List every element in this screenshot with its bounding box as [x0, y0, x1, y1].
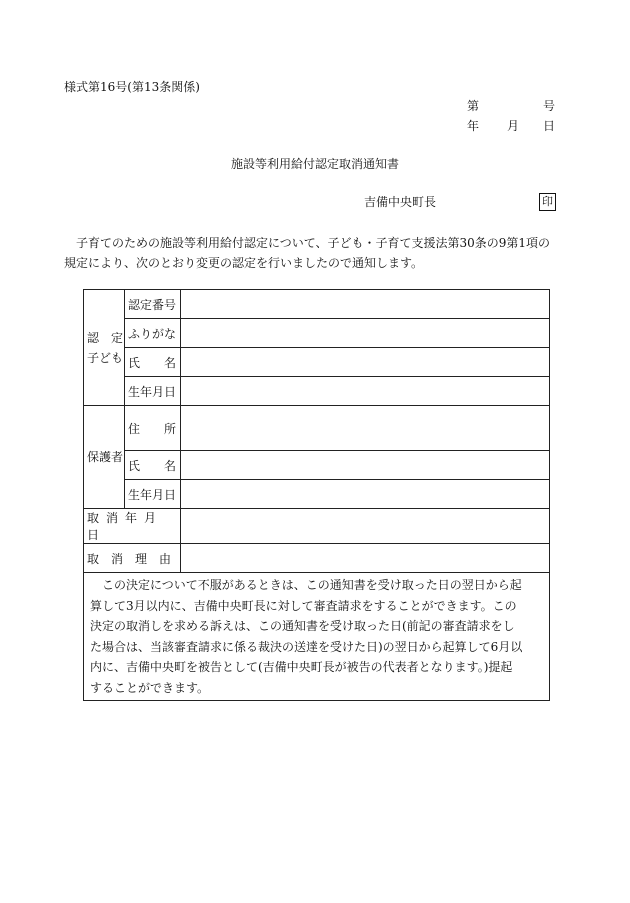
row-label-guardian-birthdate: 生年月日 — [125, 480, 181, 509]
guardian-birthdate-field — [181, 480, 550, 509]
row-label-guardian-name: 氏 名 — [125, 451, 181, 480]
child-group-line: 認 定 — [87, 330, 124, 345]
notice-line: た場合は、当該審査請求に係る裁決の送達を受けた日)の翌日から起算して6月以 — [90, 639, 523, 654]
notice-line: 算して3月以内に、吉備中央町長に対して審査請求をすることができます。この — [90, 598, 517, 613]
address-field — [181, 406, 550, 451]
row-label-cert-number: 認定番号 — [125, 290, 181, 319]
notice-line: この決定について不服があるときは、この通知書を受け取った日の翌日から起 — [102, 578, 522, 592]
appeal-notice — [84, 573, 550, 701]
row-label-cancel-reason: 取 消 理 由 — [84, 544, 181, 573]
notice-line: 決定の取消しを求める訴えは、この通知書を受け取った日(前記の審査請求をし — [90, 619, 515, 633]
form-number-label: 様式第16号(第13条関係) — [64, 80, 200, 94]
child-group-line: 子ども — [87, 350, 124, 365]
date-year: 年 — [467, 119, 480, 133]
date-month: 月 — [507, 119, 520, 133]
child-birthdate-field — [181, 377, 550, 406]
issuer-name: 吉備中央町長 — [364, 195, 437, 209]
date-day: 日 — [543, 119, 556, 133]
cancel-date-field — [181, 509, 550, 544]
guardian-name-field — [181, 451, 550, 480]
intro-line: 規定により、次のとおり変更の認定を行いましたので通知します。 — [64, 256, 424, 270]
notice-line: することができます。 — [90, 680, 210, 695]
number-suffix: 号 — [542, 99, 555, 113]
row-label-child-name: 氏 名 — [125, 348, 181, 377]
cancel-date-text: 取消年月日 — [87, 511, 164, 542]
row-label-cancel-date — [84, 509, 181, 544]
furigana-field — [181, 319, 550, 348]
detail-table — [83, 289, 550, 701]
notice-line: 内に、吉備中央町を被告として(吉備中央町長が被告の代表者となります。)提起 — [90, 660, 513, 674]
guardian-group-label: 保護者 — [84, 406, 125, 509]
seal-mark: 印 — [539, 193, 556, 211]
cancel-date-label — [87, 509, 180, 543]
document-title: 施設等利用給付認定取消通知書 — [230, 157, 399, 171]
number-prefix: 第 — [467, 99, 480, 113]
child-name-field — [181, 348, 550, 377]
cert-number-field — [181, 290, 550, 319]
row-label-furigana: ふりがな — [125, 319, 181, 348]
cancel-reason-field — [181, 544, 550, 573]
intro-line: 子育てのための施設等利用給付認定について、子ども・子育て支援法第30条の9第1項の — [76, 236, 551, 250]
intro-paragraph — [64, 233, 560, 273]
row-label-address: 住 所 — [125, 406, 181, 451]
child-group-label — [84, 290, 125, 406]
row-label-child-birthdate: 生年月日 — [125, 377, 181, 406]
